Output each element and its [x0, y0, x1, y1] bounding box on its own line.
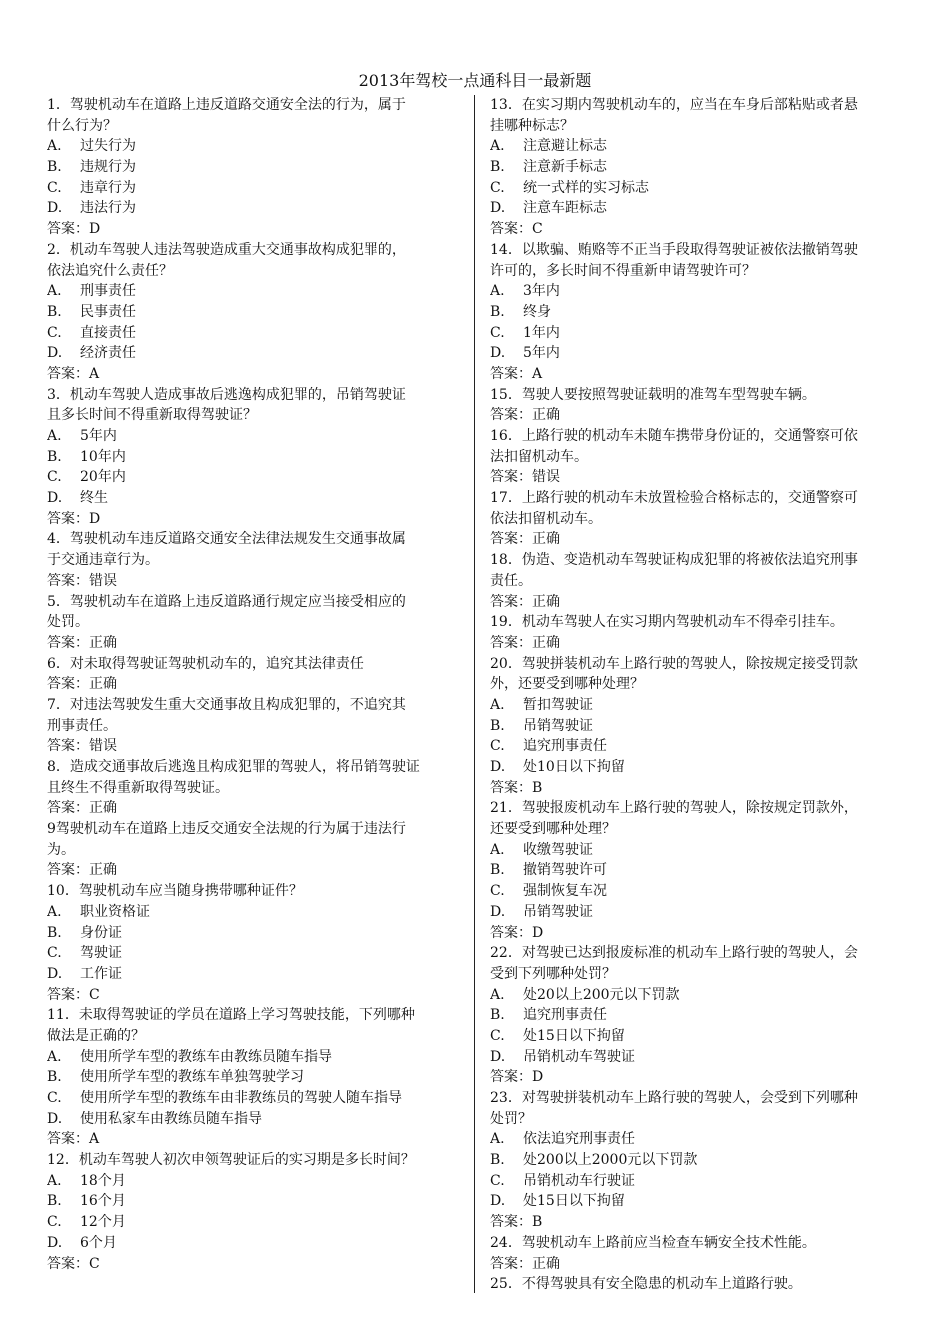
- text-line: 19．机动车驾驶人在实习期内驾驶机动车不得牵引挂车。: [490, 614, 844, 631]
- option-letter: D.: [490, 345, 506, 362]
- option-text: 使用所学车型的教练车由教练员随车指导: [80, 1048, 332, 1065]
- option-text: 违法行为: [80, 200, 136, 217]
- option-text: 20年内: [80, 469, 126, 486]
- option-text: 16个月: [80, 1193, 126, 1210]
- option-line: [47, 923, 460, 944]
- option-text: 吊销机动车驾驶证: [523, 1048, 635, 1065]
- text-line: 答案：错误: [490, 469, 560, 486]
- option-letter: A.: [490, 986, 505, 1003]
- option-text: 注意车距标志: [523, 200, 607, 217]
- option-text: 身份证: [80, 924, 122, 941]
- option-letter: A.: [47, 138, 62, 155]
- option-line: [47, 178, 460, 199]
- option-line: [490, 716, 908, 737]
- text-line: 10．驾驶机动车应当随身携带哪种证件？: [47, 883, 303, 900]
- option-letter: B.: [47, 1193, 62, 1210]
- option-letter: C.: [490, 883, 505, 900]
- option-letter: D.: [490, 759, 506, 775]
- option-line: [490, 860, 908, 881]
- text-line: 什么行为？: [47, 117, 117, 134]
- text-line: 答案：C: [47, 986, 100, 1003]
- option-line: [490, 302, 908, 323]
- option-text: 吊销机动车行驶证: [523, 1172, 635, 1189]
- option-line: [47, 323, 460, 344]
- text-line: 11．未取得驾驶证的学员在道路上学习驾驶技能，下列哪种: [47, 1007, 415, 1024]
- text-line: 为。: [47, 841, 75, 858]
- text-line: 答案：A: [47, 365, 100, 382]
- option-line: [47, 1212, 460, 1233]
- option-letter: D.: [490, 1193, 506, 1210]
- option-text: 注意新手标志: [523, 159, 607, 176]
- option-line: [490, 840, 908, 861]
- text-line: 17．上路行驶的机动车未放置检验合格标志的，交通警察可: [490, 490, 858, 507]
- text-line: 答案：正确: [47, 800, 117, 817]
- option-line: [47, 964, 460, 985]
- option-letter: B.: [490, 862, 505, 879]
- option-letter: A.: [490, 138, 505, 155]
- text-line: 13．在实习期内驾驶机动车的，应当在车身后部粘贴或者悬: [490, 97, 858, 113]
- option-text: 处15日以下拘留: [523, 1027, 625, 1044]
- text-line: 9驾驶机动车在道路上违反交通安全法规的行为属于违法行: [47, 821, 406, 838]
- right-column: [490, 95, 908, 1295]
- option-letter: D.: [47, 345, 63, 362]
- option-text: 依法追究刑事责任: [523, 1131, 635, 1148]
- option-letter: A.: [47, 1048, 62, 1065]
- option-text: 工作证: [80, 965, 122, 982]
- option-letter: A.: [47, 283, 62, 300]
- option-text: 吊销驾驶证: [523, 717, 593, 734]
- option-text: 使用所学车型的教练车单独驾驶学习: [80, 1069, 304, 1086]
- option-letter: C.: [47, 179, 62, 196]
- option-line: [490, 902, 908, 923]
- option-line: [490, 1026, 908, 1047]
- option-letter: D.: [47, 200, 63, 217]
- option-letter: D.: [47, 1234, 63, 1251]
- text-line: 答案：正确: [490, 407, 560, 424]
- option-line: [47, 1171, 460, 1192]
- text-line: 12．机动车驾驶人初次申领驾驶证后的实习期是多长时间？: [47, 1152, 415, 1169]
- option-letter: A.: [47, 1172, 62, 1189]
- option-letter: B.: [490, 1007, 505, 1024]
- text-line: 8．造成交通事故后逃逸且构成犯罪的驾驶人，将吊销驾驶证: [47, 759, 420, 775]
- option-line: [490, 1191, 908, 1212]
- text-line: 3．机动车驾驶人造成事故后逃逸构成犯罪的，吊销驾驶证: [47, 386, 406, 403]
- text-line: 法扣留机动车。: [490, 448, 588, 465]
- column-divider: [474, 95, 475, 1293]
- option-letter: C.: [490, 324, 505, 341]
- option-line: [490, 985, 908, 1006]
- option-letter: D.: [490, 200, 506, 217]
- option-text: 驾驶证: [80, 945, 122, 962]
- text-line: 于交通违章行为。: [47, 552, 159, 569]
- option-letter: C.: [47, 1214, 62, 1231]
- option-text: 3年内: [523, 283, 560, 300]
- option-line: [47, 447, 460, 468]
- option-text: 撤销驾驶许可: [523, 862, 607, 879]
- option-text: 刑事责任: [80, 283, 136, 300]
- option-letter: B.: [47, 924, 62, 941]
- text-line: 答案：D: [490, 1069, 544, 1086]
- text-line: 答案：D: [47, 510, 101, 527]
- option-line: [490, 157, 908, 178]
- option-letter: D.: [490, 903, 506, 920]
- option-letter: B.: [490, 1152, 505, 1169]
- text-line: 处罚？: [490, 1110, 532, 1127]
- text-line: 答案：B: [490, 779, 543, 796]
- option-text: 直接责任: [80, 324, 136, 341]
- option-line: [490, 198, 908, 219]
- option-text: 过失行为: [80, 138, 136, 155]
- option-line: [47, 198, 460, 219]
- option-letter: D.: [47, 490, 63, 507]
- text-line: 16．上路行驶的机动车未随车携带身份证的，交通警察可依: [490, 428, 858, 444]
- option-line: [490, 1005, 908, 1026]
- option-line: [490, 757, 908, 778]
- option-letter: C.: [490, 1027, 505, 1044]
- text-line: 21．驾驶报废机动车上路行驶的驾驶人，除按规定罚款外，: [490, 800, 858, 817]
- text-line: 答案：正确: [47, 634, 117, 651]
- option-line: [47, 467, 460, 488]
- option-text: 经济责任: [80, 345, 136, 362]
- option-text: 10年内: [80, 448, 126, 465]
- text-line: 答案：正确: [490, 531, 560, 548]
- option-letter: C.: [490, 738, 505, 755]
- option-letter: B.: [490, 159, 505, 176]
- option-text: 6个月: [80, 1234, 117, 1251]
- option-line: [490, 178, 908, 199]
- text-line: 答案：正确: [490, 1255, 560, 1272]
- option-text: 处200以上2000元以下罚款: [523, 1152, 698, 1169]
- option-line: [47, 943, 460, 964]
- text-line: 许可的，多长时间不得重新申请驾驶许可？: [490, 262, 756, 279]
- text-line: 依法扣留机动车。: [490, 510, 602, 527]
- text-line: 答案：A: [490, 365, 543, 382]
- option-text: 使用私家车由教练员随车指导: [80, 1110, 262, 1127]
- text-line: 且终生不得重新取得驾驶证。: [47, 779, 229, 796]
- option-text: 暂扣驾驶证: [523, 696, 593, 713]
- text-line: 依法追究什么责任？: [47, 262, 173, 279]
- option-line: [490, 343, 908, 364]
- text-line: 且多长时间不得重新取得驾驶证？: [47, 407, 257, 424]
- option-text: 处10日以下拘留: [523, 759, 625, 775]
- option-letter: B.: [490, 717, 505, 734]
- option-letter: A.: [490, 1131, 505, 1148]
- option-letter: C.: [47, 1090, 62, 1106]
- text-line: 答案：C: [47, 1255, 100, 1272]
- option-line: [490, 1150, 908, 1171]
- option-line: [47, 902, 460, 923]
- text-line: 7．对违法驾驶发生重大交通事故且构成犯罪的，不追究其: [47, 696, 406, 713]
- text-line: 还要受到哪种处理？: [490, 821, 616, 838]
- option-text: 处20以上200元以下罚款: [523, 986, 680, 1003]
- text-line: 外，还要受到哪种处理？: [490, 676, 644, 693]
- option-text: 追究刑事责任: [523, 1007, 607, 1024]
- text-line: 责任。: [490, 572, 532, 589]
- option-line: [490, 323, 908, 344]
- option-line: [47, 281, 460, 302]
- option-text: 使用所学车型的教练车由非教练员的驾驶人随车指导: [80, 1090, 402, 1106]
- option-letter: B.: [47, 159, 62, 176]
- option-letter: A.: [490, 283, 505, 300]
- text-line: 24．驾驶机动车上路前应当检查车辆安全技术性能。: [490, 1234, 816, 1251]
- text-line: 18．伪造、变造机动车驾驶证构成犯罪的将被依法追究刑事: [490, 552, 858, 569]
- option-line: [490, 136, 908, 157]
- text-line: 25．不得驾驶具有安全隐患的机动车上道路行驶。: [490, 1276, 802, 1293]
- text-line: 答案：D: [490, 924, 544, 941]
- option-text: 终生: [80, 490, 108, 507]
- option-line: [47, 1109, 460, 1130]
- text-line: 答案：错误: [47, 572, 117, 589]
- option-line: [47, 136, 460, 157]
- option-text: 1年内: [523, 324, 560, 341]
- option-text: 强制恢复车况: [523, 883, 607, 900]
- text-line: 答案：正确: [47, 862, 117, 879]
- option-letter: B.: [47, 1069, 62, 1086]
- option-line: [47, 302, 460, 323]
- text-line: 6．对未取得驾驶证驾驶机动车的，追究其法律责任: [47, 655, 364, 672]
- option-line: [47, 1191, 460, 1212]
- text-line: 答案：D: [47, 221, 101, 238]
- option-text: 5年内: [523, 345, 560, 362]
- text-line: 23．对驾驶拼装机动车上路行驶的驾驶人，会受到下列哪种: [490, 1090, 858, 1106]
- text-line: 答案：正确: [490, 593, 560, 610]
- option-letter: B.: [490, 303, 505, 320]
- option-text: 注意避让标志: [523, 138, 607, 155]
- text-line: 1．驾驶机动车在道路上违反道路交通安全法的行为，属于: [47, 97, 406, 113]
- text-line: 处罚。: [47, 614, 89, 631]
- option-line: [490, 1171, 908, 1192]
- option-text: 处15日以下拘留: [523, 1193, 625, 1210]
- option-line: [490, 1129, 908, 1150]
- text-line: 刑事责任。: [47, 717, 117, 734]
- option-letter: D.: [490, 1048, 506, 1065]
- option-letter: C.: [47, 469, 62, 486]
- text-line: 20．驾驶拼装机动车上路行驶的驾驶人，除按规定接受罚款: [490, 655, 858, 672]
- option-letter: B.: [47, 303, 62, 320]
- option-line: [47, 488, 460, 509]
- option-text: 职业资格证: [80, 903, 150, 920]
- option-letter: D.: [47, 1110, 63, 1127]
- option-text: 收缴驾驶证: [523, 841, 593, 858]
- page-title: 2013年驾校一点通科目一最新题: [358, 71, 592, 90]
- option-line: [490, 281, 908, 302]
- option-letter: C.: [47, 945, 62, 962]
- option-line: [47, 1067, 460, 1088]
- option-letter: A.: [490, 841, 505, 858]
- text-line: 14．以欺骗、贿赂等不正当手段取得驾驶证被依法撤销驾驶: [490, 241, 858, 258]
- option-line: [47, 157, 460, 178]
- option-text: 吊销驾驶证: [523, 903, 593, 920]
- option-text: 民事责任: [80, 303, 136, 320]
- text-line: 挂哪种标志？: [490, 117, 574, 134]
- option-letter: C.: [490, 1172, 505, 1189]
- option-line: [490, 695, 908, 716]
- option-text: 12个月: [80, 1214, 126, 1231]
- text-line: 4．驾驶机动车违反道路交通安全法律法规发生交通事故属: [47, 531, 406, 548]
- text-line: 答案：A: [47, 1131, 100, 1148]
- text-line: 15．驾驶人要按照驾驶证载明的准驾车型驾驶车辆。: [490, 386, 816, 403]
- option-line: [490, 881, 908, 902]
- option-line: [47, 426, 460, 447]
- option-line: [490, 736, 908, 757]
- text-line: 答案：正确: [47, 676, 117, 693]
- text-line: 答案：B: [490, 1214, 543, 1231]
- option-letter: A.: [47, 903, 62, 920]
- option-letter: D.: [47, 965, 63, 982]
- option-text: 追究刑事责任: [523, 738, 607, 755]
- option-letter: C.: [47, 324, 62, 341]
- text-line: 答案：错误: [47, 738, 117, 755]
- text-line: 2．机动车驾驶人违法驾驶造成重大交通事故构成犯罪的，: [47, 241, 406, 258]
- left-column: [47, 95, 460, 1274]
- option-letter: A.: [47, 428, 62, 444]
- text-line: 做法是正确的？: [47, 1027, 145, 1044]
- option-text: 违章行为: [80, 179, 136, 196]
- option-line: [47, 343, 460, 364]
- option-letter: C.: [490, 179, 505, 196]
- option-text: 5年内: [80, 428, 117, 444]
- text-line: 受到下列哪种处罚？: [490, 965, 616, 982]
- option-text: 18个月: [80, 1172, 126, 1189]
- option-letter: A.: [490, 696, 505, 713]
- option-letter: B.: [47, 448, 62, 465]
- option-text: 终身: [523, 303, 551, 320]
- option-line: [47, 1047, 460, 1068]
- option-line: [47, 1088, 460, 1109]
- option-line: [47, 1233, 460, 1254]
- option-text: 违规行为: [80, 159, 136, 176]
- text-line: 22．对驾驶已达到报废标准的机动车上路行驶的驾驶人，会: [490, 945, 858, 962]
- text-line: 答案：正确: [490, 634, 560, 651]
- option-text: 统一式样的实习标志: [523, 179, 649, 196]
- text-line: 答案：C: [490, 221, 543, 238]
- option-line: [490, 1047, 908, 1068]
- text-line: 5．驾驶机动车在道路上违反道路通行规定应当接受相应的: [47, 593, 406, 610]
